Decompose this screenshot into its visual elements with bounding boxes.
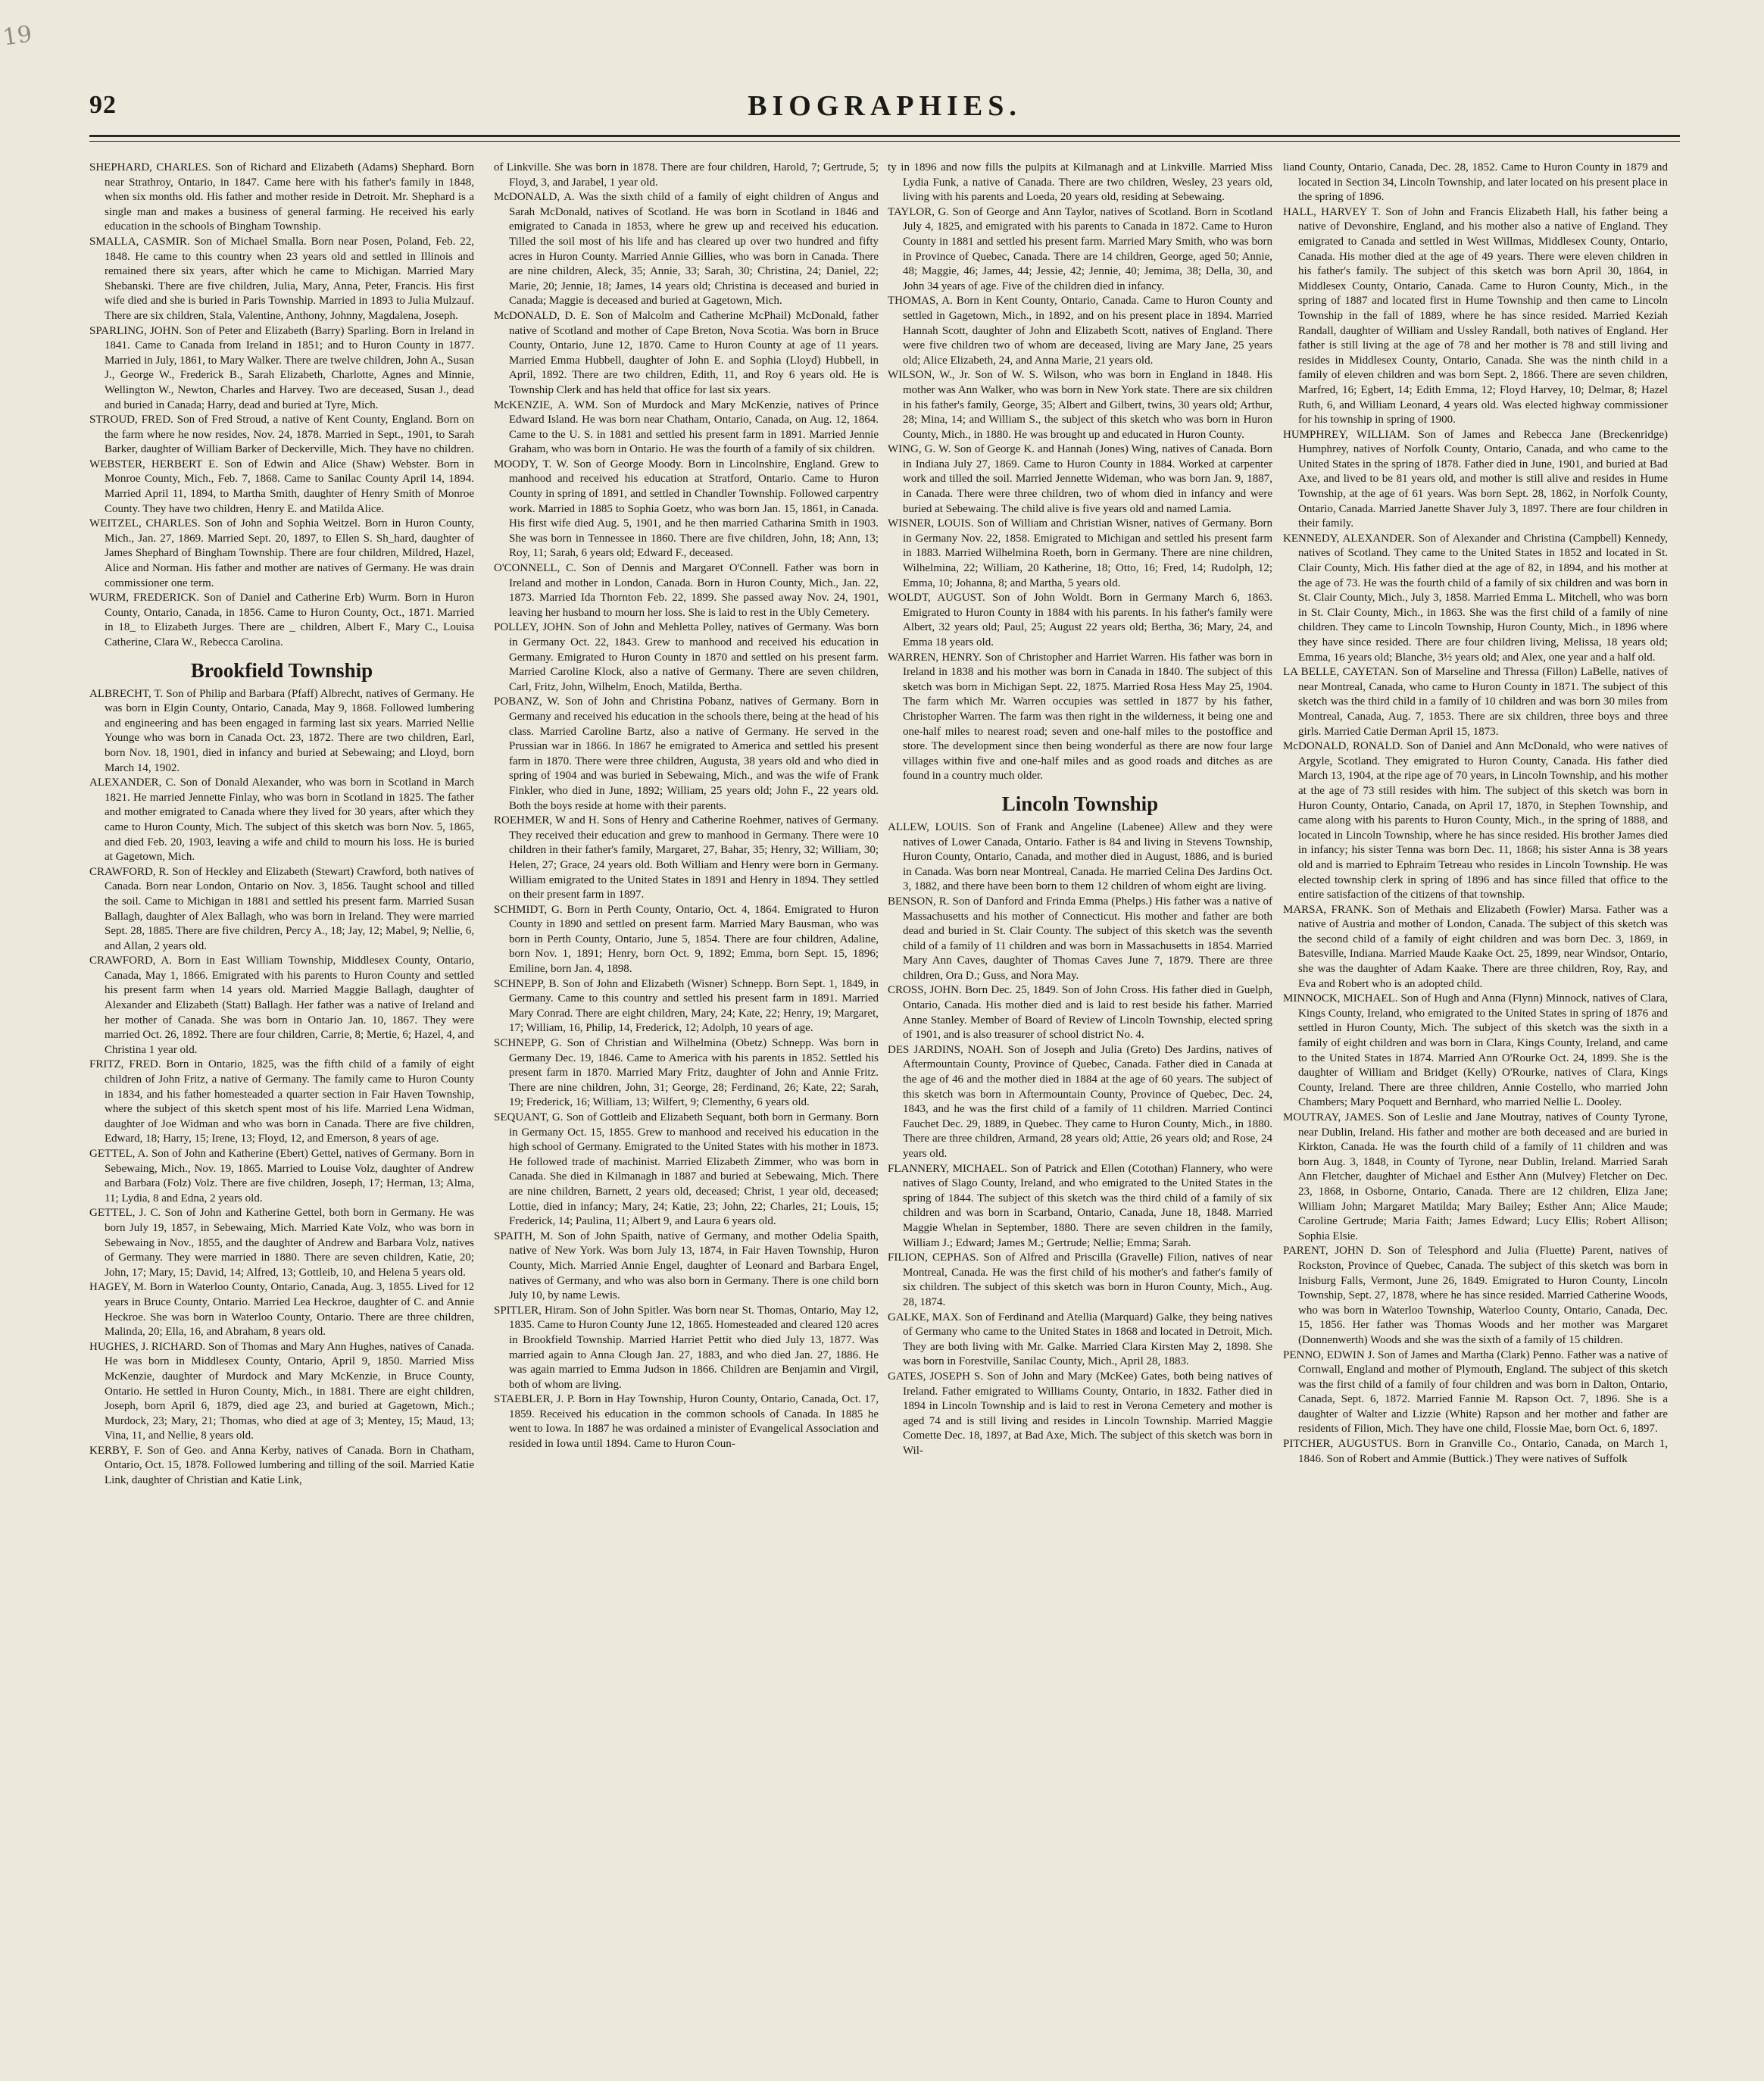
column-3-entries [888, 161, 1272, 784]
biography-entry: O'CONNELL, C. Son of Dennis and Margaret O'Connell. Father was born in Ireland and mother in London, Canada. Born in Huron County, Mich., Jan. 22, 1873. Married Ida Thornton Feb. 22, 1899. She passed away Nov. 24, 1901, leaving her husband to mourn her loss. She is laid to rest in the Ubly Cemetery. [494, 562, 879, 619]
biography-entry: GALKE, MAX. Son of Ferdinand and Atellia (Marquard) Galke, they being natives of Germany who came to the United States in 1868 and located in Detroit, Mich. They are both living with Mr. Galke. Married Clara Kirsten May 2, 1898. She was born in Forestville, Sanilac County, Mich., April 28, 1883. [888, 1311, 1272, 1368]
biography-entry: BENSON, R. Son of Danford and Frinda Emma (Phelps.) His father was a native of Massachusetts and his mother of Connecticut. His mother and father are both dead and buried in St. Clair County. The subject of this sketch was the seventh child of a family of 11 children and was born in Massachusetts in 1854. Married Mary Ann Caves, daughter of Thomas Caves June 7, 1879. There are three children, Ora D.; Guss, and Nora May. [888, 895, 1272, 982]
biography-entry: liand County, Ontario, Canada, Dec. 28, 1852. Came to Huron County in 1879 and located in Section 34, Lincoln Township, and later located on his present place in the spring of 1896. [1283, 161, 1668, 204]
running-head: BIOGRAPHIES. [748, 90, 1022, 122]
biography-entry: SPARLING, JOHN. Son of Peter and Elizabeth (Barry) Sparling. Born in Ireland in 1841. Came to Canada from Ireland in 1851; and to Huron County in 1877. Married in July, 1861, to Mary Walker. There are twelve children, John A., Susan J., George W., Frederick B., Sarah Elizabeth, Charlotte, Agnes and Minnie, Wellington W., Newton, Charles and Harvey. Two are deceased, Susan J., dead and buried in Canada; Harry, dead and buried at Tyre, Mich. [89, 324, 474, 411]
biography-entry: WING, G. W. Son of George K. and Hannah (Jones) Wing, natives of Canada. Born in Indiana July 27, 1869. Came to Huron County in 1884. Worked at carpenter work and tilled the soil. Married Jennette Wideman, who was born Jan. 9, 1887, in Canada. There were three children, two of whom died in infancy and were buried at Sebewaing. The child alive is five years old and named Lamia. [888, 443, 1272, 515]
biography-entry: SEQUANT, G. Son of Gottleib and Elizabeth Sequant, both born in Germany. Born in Germany Oct. 15, 1855. Grew to manhood and received his education in the high school of Germany. Emigrated to the United States with his mother in 1873. He followed trade of machinist. Married Elizabeth Zimmer, who was born in Canada. She died in Kilmanagh in 1887 and buried at Sebewaing, Mich. There are nine children, Barnett, 2 years old, deceased; Christ, 1 year old, deceased; Lottie, died in infancy; Mary, 24; Katie, 23; John, 22; Charles, 21; Louis, 15; Frederick, 14; Paulina, 11; Albert 9, and Laura 6 years old. [494, 1111, 879, 1228]
biography-entry: HUMPHREY, WILLIAM. Son of James and Rebecca Jane (Breckenridge) Humphrey, natives of Norfolk County, Ontario, Canada, and who came to the United States in the spring of 1878. Father died in June, 1901, and buried at Bad Axe, and lived to be 81 years old, and mother is still alive and resides in Hume Township, at the age of 61 years. Was born Sept. 28, 1862, in Norfolk County, Ontario, Canada. Married Janette Shaver July 3, 1897. There are four children in their family. [1283, 428, 1668, 530]
biography-entry: FRITZ, FRED. Born in Ontario, 1825, was the fifth child of a family of eight children of John Fritz, a native of Germany. The family came to Huron County in 1834, and his father homesteaded a quarter section in Fair Haven Township, where the subject of this sketch spent most of his life. Married Lena Widman, daughter of Joe Widman and who was born in Canada. There are five children, Edward, 18; Harry, 15; Irene, 13; Floyd, 12, and Emerson, 8 years of age. [89, 1058, 474, 1145]
biography-entry: CRAWFORD, R. Son of Heckley and Elizabeth (Stewart) Crawford, both natives of Canada. Born near London, Ontario on Nov. 3, 1856. Taught school and tilled the soil. Came to Michigan in 1881 and settled his present farm. Married Susan Ballagh, daughter of Alex Ballagh, who was born in Ireland. They were married Sept. 28, 1885. There are five children, Percy A., 18; Jay, 12; Mabel, 9; Nellie, 6, and Allan, 2 years old. [89, 865, 474, 952]
biography-entry: STAEBLER, J. P. Born in Hay Township, Huron County, Ontario, Canada, Oct. 17, 1859. Received his education in the common schools of Canada. In 1885 he went to Iowa. In 1887 he was ordained a minister of Evangelical Association and resided in Iowa until 1894. Came to Huron Coun- [494, 1393, 879, 1451]
lincoln-entries [888, 820, 1272, 1459]
biography-entry: PITCHER, AUGUSTUS. Born in Granville Co., Ontario, Canada, on March 1, 1846. Son of Robert and Ammie (Buttick.) They were natives of Suffolk [1283, 1438, 1668, 1465]
column-4-entries [1283, 161, 1668, 1467]
column-2 [494, 161, 879, 2062]
column-3 [888, 161, 1272, 2062]
biography-entry: WEBSTER, HERBERT E. Son of Edwin and Alice (Shaw) Webster. Born in Monroe County, Mich., Feb. 7, 1868. Came to Sanilac County April 14, 1894. Married April 11, 1894, to Martha Smith, daughter of Henry Smith of Monroe County. They have two children, Henry E. and Matilda Alice. [89, 458, 474, 515]
biography-entry: SCHNEPP, G. Son of Christian and Wilhelmina (Obetz) Schnepp. Was born in Germany Dec. 19, 1846. Came to America with his parents in 1852. Settled his present farm in 1870. Married Mary Fritz, daughter of John and Annie Fritz. There are nine children, John, 31; George, 28; Ferdinand, 26; Kate, 22; Sarah, 19; Frederick, 16; William, 13; Wilfert, 9; Clementhy, 6 years old. [494, 1037, 879, 1109]
biography-entry: McDONALD, A. Was the sixth child of a family of eight children of Angus and Sarah McDonald, natives of Scotland. He was born in Scotland in 1846 and emigrated to Canada in 1853, where he grew up and received his education. Tilled the soil most of his life and has cleared up over two hundred and fifty acres in Huron County. Married Annie Gillies, who was born in Canada. There are nine children, Aleck, 35; Annie, 33; Sarah, 30; Christina, 24; Daniel, 22; Marie, 20; Jennie, 18; James, 14 years old; Christina is deceased and buried in Canada; Maggie is deceased and buried at Gagetown, Mich. [494, 191, 879, 308]
biography-entry: ty in 1896 and now fills the pulpits at Kilmanagh and at Linkville. Married Miss Lydia Funk, a native of Canada. There are two children, Wesley, 23 years old, living with his parents and Loeda, 20 years old, residing at Sebewaing. [888, 161, 1272, 204]
biography-entry: SMALLA, CASMIR. Son of Michael Smalla. Born near Posen, Poland, Feb. 22, 1848. He came to this country when 23 years old and settled in Illinois and remained there six years, after which he came to Michigan. Married Mary Shebanski. There are five children, Julia, Mary, Anna, Peter, Francis. His first wife died and she is buried in Paris Township. Married in 1893 to Julia Mulzauf. There are six children, Stala, Valentine, Anthony, Johnny, Magdalena, Joseph. [89, 235, 474, 322]
biography-entry: TAYLOR, G. Son of George and Ann Taylor, natives of Scotland. Born in Scotland July 4, 1825, and emigrated with his parents to Canada in 1872. Came to Huron County in 1881 and settled his present farm. Married Mary Smith, who was born in Province of Quebec, Canada. There are 14 children, George, aged 50; Annie, 48; Maggie, 46; James, 44; Jessie, 42; Jennie, 40; Jemima, 38; Della, 30, and John 34 years of age. Five of the children died in infancy. [888, 205, 1272, 292]
brookfield-entries [89, 687, 474, 1489]
column-4 [1283, 161, 1668, 2062]
biography-entry: HUGHES, J. RICHARD. Son of Thomas and Mary Ann Hughes, natives of Canada. He was born in Middlesex County, Ontario, April 9, 1850. Married Miss McKenzie, daughter of Murdock and Mary McKenzie, in Bruce County, Ontario. He settled in Huron County, Mich., in 1881. There are eight children, Joseph, born April 6, 1879, died age 23, and buried at Gagetown, Mich.; Murdock, 23; Mary, 21; Thomas, who died at age of 3; Mentey, 15; Maud, 13; Vina, 11, and Nellie, 8 years old. [89, 1340, 474, 1442]
pencil-page-mark: 19 [1, 20, 34, 52]
biography-entry: WISNER, LOUIS. Son of William and Christian Wisner, natives of Germany. Born in Germany Nov. 22, 1858. Emigrated to Michigan and settled his present farm in 1883. Married Wilhelmina Roeth, born in Germany. There are nine children, Wilhelmina, 22; William, 20 Katherine, 18; Otto, 16; Fred, 14; Rudolph, 12; Emma, 10; Johanna, 8; and Martha, 5 years old. [888, 517, 1272, 589]
section-heading-brookfield: Brookfield Township [190, 658, 373, 682]
biography-entry: WARREN, HENRY. Son of Christopher and Harriet Warren. His father was born in Ireland in 1838 and his mother was born in Canada in 1840. The subject of this sketch was born in Michigan Sept. 22, 1875. Married Rosa Hess May 25, 1904. The farm which Mr. Warren occupies was settled in 1877 by his father, Christopher Warren. The farm was then right in the wilderness, it being one and one-half miles to nearest road; seven and one-half miles to the postoffice and store. The development since then being wonderful as there are now four large villages within five and one-half miles and as good roads and ditches as are found in a country much older. [888, 651, 1272, 783]
biography-entry: DES JARDINS, NOAH. Son of Joseph and Julia (Greto) Des Jardins, natives of Aftermountain County, Province of Quebec, Canada. Father died in Canada at the age of 46 and the mother died in 1884 at the age of 60 years. The subject of this sketch was born in Aftermountain County, Province of Quebec, Dec. 24, 1843, and he was the first child of a family of 11 children. Married Continci Fauchet Dec. 29, 1889, in Quebec. They came to Huron County, Mich., in 1880. There are three children, Armand, 28 years old; Attie, 26 years old; and Rose, 24 years old. [888, 1043, 1272, 1160]
biography-entry: SPITLER, Hiram. Son of John Spitler. Was born near St. Thomas, Ontario, May 12, 1835. Came to Huron County June 12, 1865. Homesteaded and cleared 120 acres in Brookfield Township. Married Harriet Pettit who died July 13, 1877. Was married again to Anna Clough Jan. 27, 1883, and who died Jan. 27, 1886. He was again married to Emma Judson in 1866. Children are Benjamin and Virgil, both of whom are living. [494, 1304, 879, 1391]
biography-entry: McKENZIE, A. WM. Son of Murdock and Mary McKenzie, natives of Prince Edward Island. He was born near Chatham, Ontario, Canada, on Aug. 12, 1864. Came to the U. S. in 1881 and settled his present farm in 1891. Married Jennie Graham, who was born in Ontario. He was the fourth of a family of six children. [494, 398, 879, 456]
column-1-entries [89, 161, 474, 651]
biography-entry: KERBY, F. Son of Geo. and Anna Kerby, natives of Canada. Born in Chatham, Ontario, Oct. 15, 1878. Followed lumbering and tilling of the soil. Married Katie Link, daughter of Christian and Katie Link, [89, 1444, 474, 1487]
biography-entry: CRAWFORD, A. Born in East William Township, Middlesex County, Ontario, Canada, May 1, 1866. Emigrated with his parents to Huron County and settled his present farm when 14 years old. Married Maggie Ballagh, daughter of Alexander and Elizabeth (Statt) Ballagh. Her father was a native of Ireland and her mother of Canada. She was born in Ontario Jan. 10, 1867. They were married Oct. 26, 1892. There are four children, Carrie, 8; Mertie, 6; Hazel, 4, and Christina 1 year old. [89, 955, 474, 1056]
header-rule-thin [89, 141, 1680, 142]
biography-entry: HAGEY, M. Born in Waterloo County, Ontario, Canada, Aug. 3, 1855. Lived for 12 years in Bruce County, Ontario. Married Lea Heckroe, daughter of C. and Annie Heckroe. She was born in Waterloo County, Ontario. There are three children, Malinda, 20; Ella, 16, and Abraham, 8 years old. [89, 1281, 474, 1339]
biography-entry: POBANZ, W. Son of John and Christina Pobanz, natives of Germany. Born in Germany and received his education in the schools there, being at the head of his class. Married Caroline Bartz, also a native of Germany. He served in the Prussian war in 1866. In 1867 he emigrated to America and settled his present farm in 1870. There were three children, Augusta, 38 years old and who died in spring of 1904 and was buried in Sebewaing, Mich., and was the wife of Frank Finkler, who died in June, 1892; William, 25 years old; John F., 22 years old. Both the boys reside at home with their parents. [494, 695, 879, 812]
biography-entry: WEITZEL, CHARLES. Son of John and Sophia Weitzel. Born in Huron County, Mich., Jan. 27, 1869. Married Sept. 20, 1897, to Ellen S. Sh_hard, daughter of James Shephard of Bingham Township. There are four children, Mildred, Hazel, Alice and Norman. His father and mother are natives of Germany. He was drain commissioner one term. [89, 517, 474, 589]
biography-entry: SCHMIDT, G. Born in Perth County, Ontario, Oct. 4, 1864. Emigrated to Huron County in 1890 and settled on present farm. Married Mary Bausman, who was born in Perth County, Ontario, June 5, 1854. There are four children, Adaline, born Nov. 1, 1891; Henry, born Oct. 9, 1892; Emma, born Sept. 15, 1896; Emiline, born Jan. 4, 1898. [494, 903, 879, 976]
section-heading-lincoln: Lincoln Township [1001, 792, 1159, 815]
biography-entry: CROSS, JOHN. Born Dec. 25, 1849. Son of John Cross. His father died in Guelph, Ontario, Canada. His mother died and is laid to rest beside his father. Married Anne Stanley. Member of Board of Review of Lincoln Township, elected spring of 1901, and is also treasurer of school district No. 4. [888, 984, 1272, 1042]
biography-entry: POLLEY, JOHN. Son of John and Mehletta Polley, natives of Germany. Was born in Germany Oct. 22, 1843. Grew to manhood and received his education in Germany. Emigrated to Huron County in 1870 and settled on his present farm. Married Caroline Klock, also a native of Germany. There are seven children, Carl, Fritz, John, Wilhelm, Enoch, Matilda, Bertha. [494, 621, 879, 693]
biography-entry: MARSA, FRANK. Son of Methais and Elizabeth (Fowler) Marsa. Father was a native of Austria and mother of London, Canada. The subject of this sketch was the second child of a family of eight children and was born Dec. 3, 1869, in Batesville, Indiana. Married Maude Kaake Oct. 25, 1899, near Windsor, Ontario, she was the daughter of Adam Kaake. There are three children, Roy, Ray, and Eva and Robert who is an adopted child. [1283, 903, 1668, 990]
biography-entry: MOODY, T. W. Son of George Moody. Born in Lincolnshire, England. Grew to manhood and received his education at Stratford, Ontario. Came to Huron County in spring of 1891, and settled in Chandler Township. Followed carpentry work. Married in 1885 to Sophia Goetz, who was born Jan. 15, 1861, in Canada. His first wife died Aug. 5, 1901, and he then married Catharina Smith in 1903. She was born in Tennessee in 1860. There are five children, John, 18; Ann, 13; Roy, 11; Sarah, 6 years old; Edward F., deceased. [494, 458, 879, 560]
biography-entry: of Linkville. She was born in 1878. There are four children, Harold, 7; Gertrude, 5; Floyd, 3, and Jarabel, 1 year old. [494, 161, 879, 189]
page-number: 92 [89, 91, 117, 119]
biography-entry: MOUTRAY, JAMES. Son of Leslie and Jane Moutray, natives of County Tyrone, near Dublin, Ireland. His father and mother are both deceased and are buried in Kirkton, Canada. He was the fourth child of a family of 11 children and was born Aug. 3, 1848, in County of Tyrone, near Dublin, Ireland. Married Sarah Ann Fletcher, daughter of Michael and Esther Ann (Mulvey) Fletcher on Dec. 23, 1868, in Osborne, Ontario, Canada. There are 12 children, Eliza Jane; William John; Margaret Matilda; Mary Bailey; Esther Ann; Alice Maude; Caroline Gertrude; Maria Faith; James Edward; Lucy Ellis; Robert Allison; Sophia Elsie. [1283, 1111, 1668, 1242]
biography-entry: McDONALD, D. E. Son of Malcolm and Catherine McPhail) McDonald, father native of Scotland and mother of Cape Breton, Nova Scotia. Was born in Bruce County, Ontario, June 12, 1870. Came to Huron County at age of 11 years. Married Emma Hubbell, daughter of John E. and Sophia (Lloyd) Hubbell, in April, 1892. There are two children, Edith, 11, and Roy 6 years old. He is Township Clerk and has held that office for last six years. [494, 309, 879, 396]
biography-entry: PARENT, JOHN D. Son of Telesphord and Julia (Fluette) Parent, natives of Rockston, Province of Quebec, Canada. The subject of this sketch was born in Inisburg Falls, Vermont, June 26, 1849. Emigrated to Huron County, Lincoln Township, Sept. 27, 1878, where he has since resided. Married Catherine Woods, who was born in Waterloo Township, Waterloo County, Ontario, Canada, Dec. 15, 1856. Her father was Thomas Woods and her mother was Margaret (Donnenwerth) Woods and she was the sixth of a family of 15 children. [1283, 1245, 1668, 1346]
biography-entry: SPAITH, M. Son of John Spaith, native of Germany, and mother Odelia Spaith, native of New York. Was born July 13, 1874, in Fair Haven Township, Huron County, Mich. Married Annie Engel, daughter of Leonard and Barbara Engel, natives of Germany, and who was also born in Germany. There is one child born July 10, by name Lewis. [494, 1230, 879, 1302]
biography-entry: WURM, FREDERICK. Son of Daniel and Catherine Erb) Wurm. Born in Huron County, Ontario, Canada, in 1856. Came to Huron County, Oct., 1871. Married in 18_ to Elizabeth Jurges. There are _ children, Albert F., Mary C., Louisa Catherine, Clara W., Rebecca Carolina. [89, 592, 474, 648]
biography-entry: McDONALD, RONALD. Son of Daniel and Ann McDonald, who were natives of Argyle, Scotland. They emigrated to Huron County, Canada. His father died March 13, 1904, at the ripe age of 70 years, in Lincoln Township, and his mother at the age of 73 still resides with him. The subject of this sketch was born in Huron County, Ontario, Canada, on April 17, 1870, in Stephen Township, and came along with his parents to Huron County, Mich., in the spring of 1888, and located in Lincoln Township, where he has since resided. His brother James died in infancy; his sister Tenna was born Dec. 11, 1868; his sister Anna is 38 years old and is married to Ephraim Tetreau who resides in Lincoln Township. He was elected township clerk in spring of 1896 and has since filled that office to the entire satisfaction of the citizens of that township. [1283, 740, 1668, 901]
biography-entry: FLANNERY, MICHAEL. Son of Patrick and Ellen (Cotothan) Flannery, who were natives of Slago County, Ireland, and who emigrated to the United States in the spring of 1844. The subject of this sketch was the third child of a family of six children and was born in Scarband, Ontario, Canada, June 18, 1848. Married Maggie Whelan in September, 1880. There are seven children in the family, William J.; Edward; James M.; Gertrude; Nellie; Emma; Sarah. [888, 1162, 1272, 1249]
biography-entry: ROEHMER, W and H. Sons of Henry and Catherine Roehmer, natives of Germany. They received their education and grew to manhood in Germany. There were 10 children in their father's family, Margaret, 27, Bahar, 35; Henry, 32; William, 30; Helen, 27; Grace, 24 years old. Both William and Henry were born in Germany. William emigrated to the United States in 1891 and Henry in 1894. They settled on their present farm in 1897. [494, 814, 879, 901]
biography-entry: STROUD, FRED. Son of Fred Stroud, a native of Kent County, England. Born on the farm where he now resides, Nov. 24, 1878. Married in Sept., 1901, to Sarah Barker, daughter of William Barker of Deckerville, Mich. They have no children. [89, 414, 474, 456]
biography-entry: ALBRECHT, T. Son of Philip and Barbara (Pfaff) Albrecht, natives of Germany. He was born in Elgin County, Ontario, Canada, May 9, 1868. Followed lumbering and engineering and has been engaged in farming last six years. Married Nellie Younge who was born in Canada Oct. 23, 1872. There are two children, Earl, born Nov. 18, 1901, died in infancy and buried at Sebewaing; and Lloyd, born March 14, 1902. [89, 687, 474, 774]
biography-entry: GATES, JOSEPH S. Son of John and Mary (McKee) Gates, both being natives of Ireland. Father emigrated to Williams County, Ontario, in 1832. Father died in 1894 in Lincoln Township and is laid to rest in Verona Cemetery and mother is aged 74 and is still living and resides in Lincoln Township. Married Maggie Comette Dec. 18, 1897, at Bad Axe, Mich. The subject of this sketch was born in Wil- [888, 1370, 1272, 1457]
column-2-entries [494, 161, 879, 1452]
biography-entry: LA BELLE, CAYETAN. Son of Marseline and Thressa (Fillon) LaBelle, natives of near Montreal, Canada, who came to Huron County in 1871. The subject of this sketch was the third child in a family of 10 children and was born 30 miles from Montreal, Canada, Aug. 7, 1853. There are six children, three boys and three girls. Married Catie Derman April 15, 1873. [1283, 666, 1668, 738]
biography-entry: PENNO, EDWIN J. Son of James and Martha (Clark) Penno. Father was a native of Cornwall, England and mother of Plymouth, England. The subject of this sketch was the first child of a family of four children and was born in Dalton, Ontario, Canada, Sept. 6, 1872. Married Fannie M. Rapson Oct. 7, 1896. She is a daughter of Walter and Lizzie (White) Rapson and her mother and father are residents of Filion, Mich. They have one child, Flossie Mae, born Oct. 6, 1897. [1283, 1348, 1668, 1436]
biography-entry: WOLDT, AUGUST. Son of John Woldt. Born in Germany March 6, 1863. Emigrated to Huron County in 1884 with his parents. In his father's family were Albert, 32 years old; Paul, 25; August 22 years old; Bertha, 36; Mary, 24, and Emma 18 years old. [888, 592, 1272, 648]
biography-entry: ALEXANDER, C. Son of Donald Alexander, who was born in Scotland in March 1821. He married Jennette Finlay, who was born in Scotland in 1825. The father and mother emigrated to Canada where they lived for 30 years, after which they came to Huron County, Mich. The subject of this sketch was born Nov. 5, 1865, and died Feb. 20, 1903, leaving a wife and child to mourn his loss. He is buried at Gagetown, Mich. [89, 776, 474, 864]
biography-entry: SCHNEPP, B. Son of John and Elizabeth (Wisner) Schnepp. Born Sept. 1, 1849, in Germany. Came to this country and settled his present farm in 1891. Married Mary Conrad. There are eight children, Mary, 24; Kate, 22; Henry, 19; Margaret, 17; William, 16, Philip, 14, Frederick, 12; Adolph, 10 years of age. [494, 977, 879, 1035]
biography-entry: GETTEL, A. Son of John and Katherine (Ebert) Gettel, natives of Germany. Born in Sebewaing, Mich., Nov. 19, 1865. Married to Louise Volz, daughter of Andrew and Barbara (Folz) Volz. There are five children, Joseph, 17; Herman, 13; Alma, 11; Lydia, 8 and Edna, 2 years old. [89, 1148, 474, 1205]
biography-entry: ALLEW, LOUIS. Son of Frank and Angeline (Labenee) Allew and they were natives of Lower Canada, Ontario. Father is 84 and living in Stevens Township, Huron County, Ontario, Canada, and mother died in August, 1886, and is buried in Canada. Was born near Montreal, Canada. He married Celina Des Jardins Oct. 3, 1882, and there have been born to them 12 children of whom eight are living. [888, 820, 1272, 893]
header-rule-thick [89, 135, 1680, 137]
biography-entry: FILION, CEPHAS. Son of Alfred and Priscilla (Gravelle) Filion, natives of near Montreal, Canada. He was the first child of his mother's and father's family of six children. The subject of this sketch was born in Huron County, Mich., Aug. 28, 1874. [888, 1251, 1272, 1308]
biography-entry: SHEPHARD, CHARLES. Son of Richard and Elizabeth (Adams) Shephard. Born near Strathroy, Ontario, in 1847. Came here with his father's family in 1848, when six months old. His father and mother reside in Detroit. Mr. Shephard is a single man and makes a business of general farming. He received his early education in the schools of Bingham Township. [89, 161, 474, 233]
biography-entry: KENNEDY, ALEXANDER. Son of Alexander and Christina (Campbell) Kennedy, natives of Scotland. They came to the United States in 1852 and located in St. Clair County, Mich. His father died at the age of 82, in 1894, and his mother at the age of 73. He was the fourth child of a family of six children and was born in St. Clair County, Mich., July 3, 1858. Married Emma L. Mitchell, who was born in St. Clair County, Mich., in 1863. She was the first child of a family of nine children. They came to Lincoln Township, Huron County, Mich., in 1896 where they have since resided. There are four children living, Melissa, 18 years old; Emma, 16 years old; Blanche, 3½ years old; and Alex, one year and a half old. [1283, 532, 1668, 664]
biography-entry: GETTEL, J. C. Son of John and Katherine Gettel, both born in Germany. He was born July 19, 1857, in Sebewaing, Mich. Married Kate Volz, who was born in Sebewaing in Nov., 1855, and the daughter of Andrew and Barbara Volz, natives of Germany. They were married in 1880. There are seven children, Katie, 20; John, 17; Mary, 15; David, 14; Alfred, 13; Gottleib, 10, and Helena 5 years old. [89, 1207, 474, 1279]
biography-entry: THOMAS, A. Born in Kent County, Ontario, Canada. Came to Huron County and settled in Gagetown, Mich., in 1892, and on his present place in 1894. Married Hannah Scott, daughter of John and Elizabeth Scott, natives of England. There were five children two of whom are deceased, living are Mary Jane, 25 years old; Alice Elizabeth, 24, and Anna Marie, 21 years old. [888, 295, 1272, 367]
column-1 [89, 161, 474, 2062]
biography-entry: MINNOCK, MICHAEL. Son of Hugh and Anna (Flynn) Minnock, natives of Clara, Kings County, Ireland, who emigrated to the United States in spring of 1876 and settled in Huron County, Mich. The subject of this sketch was the sixth in a family of eight children and was born in Clara, Kings County, Ireland, and came to the United States in 1874. Married Ann O'Rourke Oct. 24, 1899. She is the daughter of William and Bridget (Kelly) O'Rourke, natives of Clara, Kings County, Ireland. There are three children, Annie Costello, who married John Chambers; Mary Poquett and Bernhard, who married Nellie L. Dooley. [1283, 992, 1668, 1109]
biography-entry: WILSON, W., Jr. Son of W. S. Wilson, who was born in England in 1848. His mother was Ann Walker, who was born in New York state. There are six children in his father's family, George, 35; Albert and Gilbert, twins, 30 years old; Arthur, 28; Mina, 14; and William S., the subject of this sketch who was born in Huron County, Mich., in 1880. He was brought up and educated in Huron County. [888, 369, 1272, 441]
biography-entry: HALL, HARVEY T. Son of John and Francis Elizabeth Hall, his father being a native of Devonshire, England, and his mother also a native of England. They emigrated to Canada and settled in West Willmas, Middlesex County, Ontario, Canada. His mother died at the age of 49 years. There were eleven children in his father's family. The subject of this sketch was born April 30, 1864, in Middlesex County, Ontario, Canada. Came to Huron County, Mich., in the spring of 1887 and located first in Hume Township and then came to Lincoln Township in the fall of 1889, where he has since resided. Married Keziah Randall, daughter of William and Ussley Randall, both natives of England. Her father is still living at the age of 78 and her mother is 78 and still living and resides in Middlesex County, Ontario, Canada. She was the ninth child in a family of eleven children and was born Sept. 2, 1866. There are seven children, Marfred, 16; Egbert, 14; Edith Emma, 12; Floyd Harvey, 10; Delmar, 8; Hazel Ruth, 6, and William Leonard, 4 years old. Was elected highway commissioner for his township in spring of 1900. [1283, 205, 1668, 427]
page-header [89, 89, 1680, 127]
